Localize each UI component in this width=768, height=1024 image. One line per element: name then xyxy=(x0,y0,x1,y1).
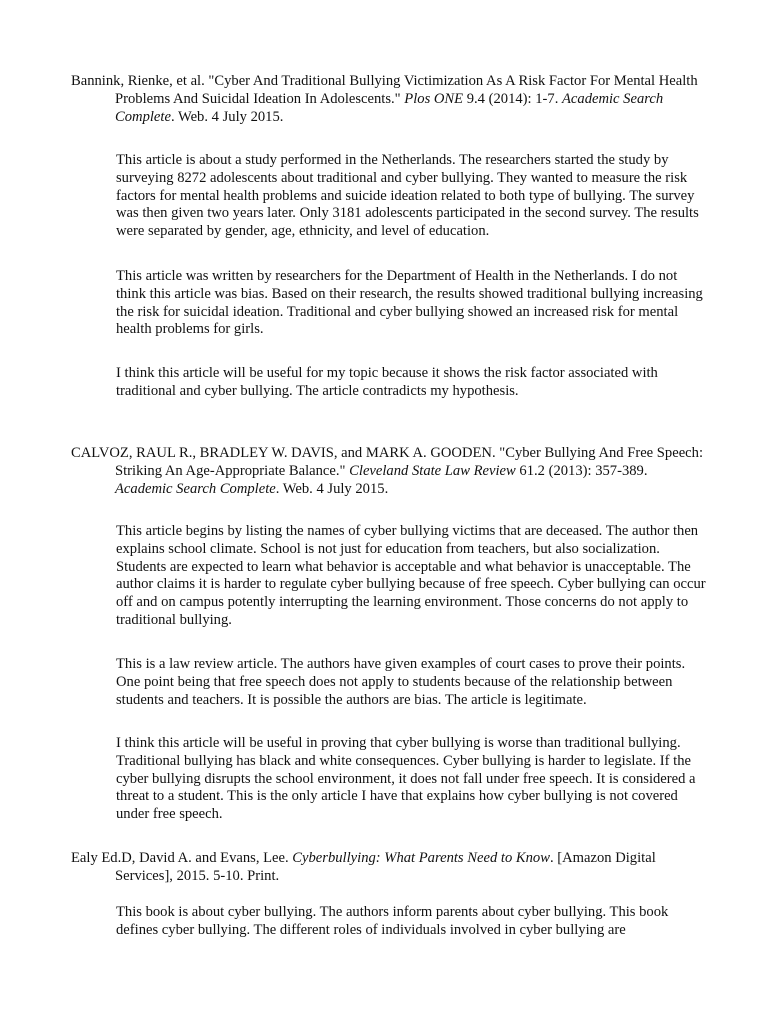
citation-3-title: Cyberbullying: What Parents Need to Know xyxy=(292,850,550,866)
citation-2-journal: Cleveland State Law Review xyxy=(349,462,516,479)
citation-entry-3 xyxy=(71,850,703,886)
citation-entry-1 xyxy=(71,73,703,126)
annotation-paragraph: This article begins by listing the names of cyber bullying victims that are deceased. The author then explains school climate. School is not just for education from teachers, but also socialization. Students are expected to learn what behavior is acceptable and what behavior is unacceptable. The author claims it is harder to regulate cyber bullying because of free speech. Cyber bullying can occur off and on campus potently interrupting the learning environment. Those concerns do not apply to traditional bullying. xyxy=(116,523,706,628)
annotation-paragraph: This is a law review article. The authors have given examples of court cases to prove their points. One point being that free speech does not apply to students because of the relationship between students and teachers. It is possible the authors are bias. The article is legitimate. xyxy=(116,656,686,708)
citation-1-access: . Web. 4 July 2015. xyxy=(170,108,284,125)
citation-3 xyxy=(71,850,703,886)
citation-1-details: 9.4 (2014): 1-7. xyxy=(466,90,559,107)
citation-2-authors: CALVOZ, RAUL R., BRADLEY W. DAVIS, and MARK A. GOODEN. xyxy=(71,445,496,461)
citation-entry-2 xyxy=(71,445,703,498)
citation-1-authors: Bannink, Rienke, et al. xyxy=(71,73,205,89)
citation-1 xyxy=(71,73,703,126)
citation-2-details: 61.2 (2013): 357-389. xyxy=(519,462,648,479)
citation-3-authors: Ealy Ed.D, David A. and Evans, Lee. xyxy=(71,850,289,866)
annotation-paragraph: This article was written by researchers for the Department of Health in the Netherlands. I do not think this article was bias. Based on their research, the results showed traditional bullying increasing the risk for suicidal ideation. Traditional and cyber bullying showed an increased risk for mental health problems for girls. xyxy=(116,268,703,338)
annotation-paragraph: This book is about cyber bullying. The authors inform parents about cyber bullying. This book defines cyber bullying. The different roles of individuals involved in cyber bullying are xyxy=(116,904,669,938)
citation-2-access: . Web. 4 July 2015. xyxy=(275,480,389,497)
citation-1-database: Academic Search Complete xyxy=(115,90,664,125)
citation-1-journal: Plos ONE xyxy=(404,90,464,107)
annotation-paragraph: I think this article will be useful for my topic because it shows the risk factor associated with traditional and cyber bullying. The article contradicts my hypothesis. xyxy=(116,365,658,399)
annotation-paragraph: I think this article will be useful in proving that cyber bullying is worse than traditional bullying. Traditional bullying has black and white consequences. Cyber bullying is harder to legislate. If the cyber bullying disrupts the school environment, it does not fall under free speech. It is considered a threat to a student. This is the only article I have that explains how cyber bullying is not covered under free speech. xyxy=(116,735,696,823)
annotation-paragraph: This article is about a study performed in the Netherlands. The researchers started the study by surveying 8272 adolescents about traditional and cyber bullying. They wanted to measure the risk factors for mental health problems and suicide ideation related to both type of bullying. The survey was then given two years later. Only 3181 adolescents participated in the second survey. The results were separated by gender, age, ethnicity, and level of education. xyxy=(116,152,699,240)
citation-2 xyxy=(71,445,703,498)
citation-2-title: "Cyber Bullying And Free Speech: Striking An Age-Appropriate Balance." xyxy=(115,445,704,479)
citation-2-database: Academic Search Complete xyxy=(115,480,276,497)
citation-1-title: "Cyber And Traditional Bullying Victimization As A Risk Factor For Mental Health Problems And Suicidal Ideation In Adolescents." xyxy=(115,73,698,107)
citation-3-details: . [Amazon Digital Services], 2015. 5-10. Print. xyxy=(115,850,656,884)
